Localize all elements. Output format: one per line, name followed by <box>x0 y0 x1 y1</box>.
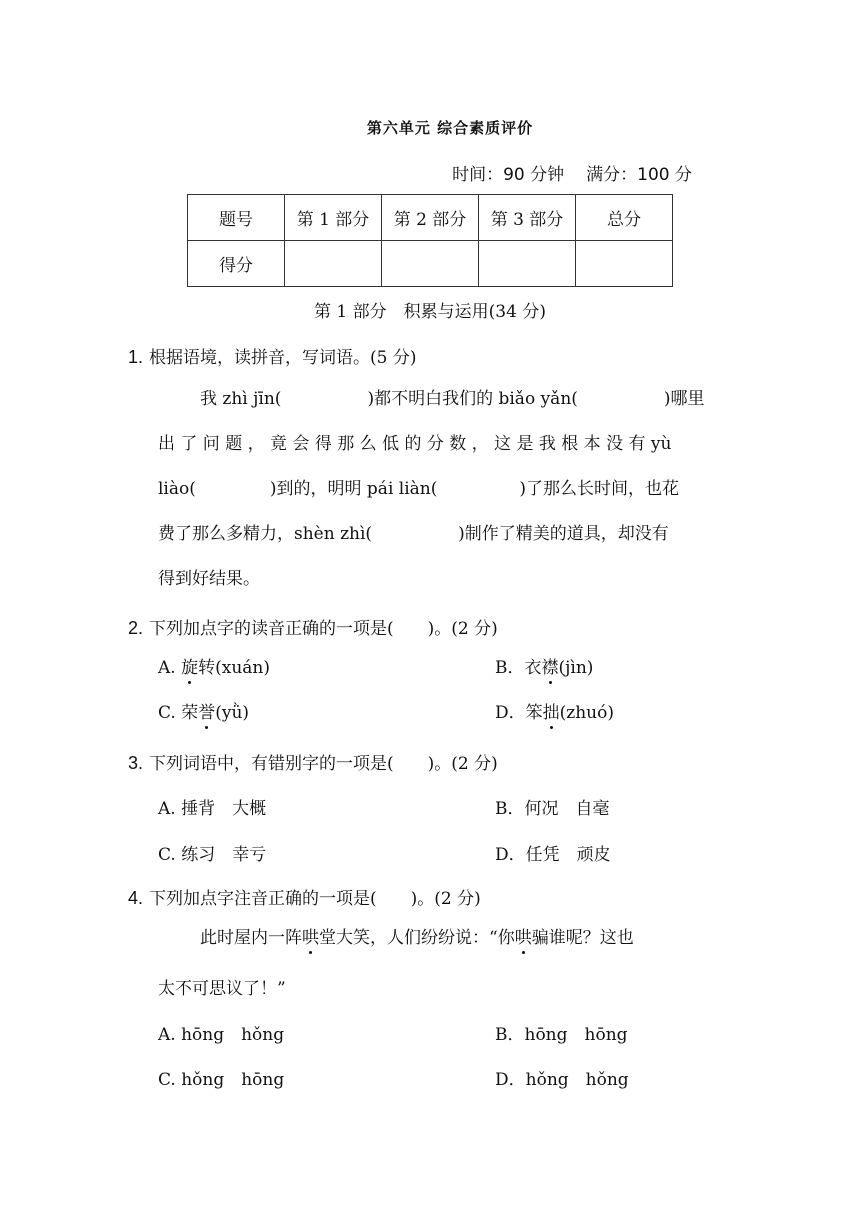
question-number: 3. <box>128 753 144 773</box>
option-c[interactable]: C. hǒng hōng <box>158 1070 285 1090</box>
score-table-score-row <box>188 241 673 287</box>
option-a[interactable]: A. 旋转(xuán) <box>158 658 270 678</box>
question-2 <box>128 614 498 639</box>
passage-line: 我 zhì jīn( )都不明白我们的 biǎo yǎn( )哪里 <box>200 389 705 409</box>
question-4-sentence-cont: 太不可思议了！” <box>158 979 286 999</box>
score-header-cell: 第 3 部分 <box>479 195 576 241</box>
option-c[interactable]: C. 荣誉(yǜ) <box>158 703 250 723</box>
exam-meta <box>452 160 692 185</box>
score-cell[interactable] <box>382 241 479 287</box>
score-row-label: 得分 <box>188 241 285 287</box>
passage-line: 得到好结果。 <box>158 569 260 589</box>
question-1 <box>128 343 417 368</box>
question-number: 2. <box>128 618 144 638</box>
question-4 <box>128 884 481 909</box>
score-cell[interactable] <box>479 241 576 287</box>
passage-line: 出 了 问 题 ， 竟 会 得 那 么 低 的 分 数 ， 这 是 我 根 本 没 有 yù <box>158 434 672 454</box>
option-d[interactable]: D．hǒng hǒng <box>495 1070 629 1090</box>
section-title: 第 1 部分 积累与运用(34 分) <box>314 302 546 322</box>
question-4-sentence: 此时屋内一阵哄堂大笑，人们纷纷说：“你哄骗谁呢？这也 <box>200 928 634 948</box>
question-stem: 根据语境，读拼音，写词语。(5 分) <box>149 348 417 368</box>
question-stem: 下列加点字的读音正确的一项是( )。(2 分) <box>149 619 498 639</box>
time-limit: 时间：90 分钟 <box>452 165 565 185</box>
option-a[interactable]: A. 捶背 大概 <box>158 799 267 819</box>
score-header-cell: 第 1 部分 <box>285 195 382 241</box>
option-a[interactable]: A. hōng hǒng <box>158 1025 285 1045</box>
passage-line: 费了那么多精力，shèn zhì( )制作了精美的道具，却没有 <box>158 524 669 544</box>
question-3 <box>128 749 498 774</box>
passage-line: liào( )到的，明明 pái liàn( )了那么长时间，也花 <box>158 479 680 499</box>
page-title: 第六单元 综合素质评价 <box>366 119 534 137</box>
option-d[interactable]: D．任凭 顽皮 <box>495 845 611 865</box>
question-stem: 下列词语中，有错别字的一项是( )。(2 分) <box>149 754 498 774</box>
option-b[interactable]: B．衣襟(jìn) <box>495 658 594 678</box>
option-d[interactable]: D．笨拙(zhuó) <box>495 703 614 723</box>
score-header-cell: 第 2 部分 <box>382 195 479 241</box>
option-c[interactable]: C. 练习 幸亏 <box>158 845 267 865</box>
score-table <box>187 194 673 287</box>
score-cell[interactable] <box>576 241 673 287</box>
option-b[interactable]: B．hōng hōng <box>495 1025 628 1045</box>
question-1-passage <box>158 377 734 602</box>
full-score: 满分：100 分 <box>586 165 692 185</box>
score-header-cell: 题号 <box>188 195 285 241</box>
score-cell[interactable] <box>285 241 382 287</box>
question-number: 4. <box>128 888 144 908</box>
score-header-cell: 总分 <box>576 195 673 241</box>
option-b[interactable]: B．何况 自毫 <box>495 799 610 819</box>
question-stem: 下列加点字注音正确的一项是( )。(2 分) <box>149 889 481 909</box>
score-table-header-row <box>188 195 673 241</box>
question-number: 1. <box>128 347 144 367</box>
